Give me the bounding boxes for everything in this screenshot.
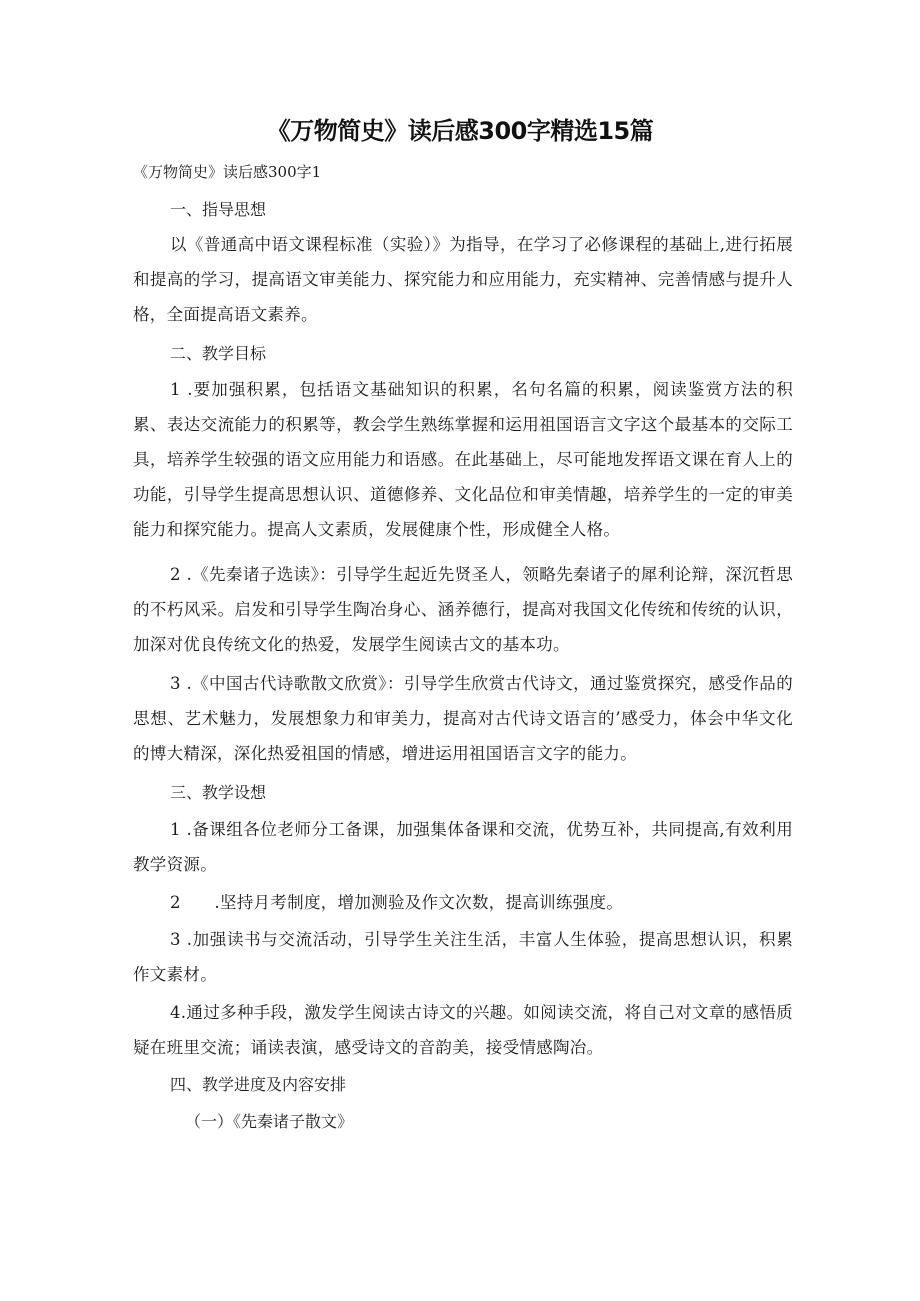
section-heading-teaching-plan: 三、教学设想 (170, 783, 267, 802)
section-heading-schedule: 四、教学进度及内容安排 (170, 1075, 347, 1094)
paragraph-plan-3: 3 .加强读书与交流活动，引导学生关注生活，丰富人生体验，提高思想认识，积累作文素材。 (133, 930, 793, 984)
paragraph-plan-4: 4.通过多种手段，激发学生阅读古诗文的兴趣。如阅读交流，将自己对文章的感悟质疑在班里交流；诵读表演，感受诗文的音韵美，接受情感陶冶。 (133, 1003, 793, 1057)
paragraph-guiding-ideology: 以《普通高中语文课程标准（实验）》为指导，在学习了必修课程的基础上,进行拓展和提高的学习，提高语文审美能力、探究能力和应用能力，充实精神、完善情感与提升人格，全面提高语文素养。 (133, 235, 793, 324)
section-heading-teaching-goals: 二、教学目标 (170, 344, 267, 363)
document-title: 《万物简史》读后感300字精选15篇 (266, 117, 654, 145)
section-heading-guiding-ideology: 一、指导思想 (170, 200, 267, 219)
paragraph-goal-1: 1 .要加强积累，包括语文基础知识的积累，名句名篇的积累，阅读鉴赏方法的积累、表达交流能力的积累等，教会学生熟练掌握和运用祖国语言文字这个最基本的交际工具，培养学生较强的语文应用能力和语感。在此基础上，尽可能地发挥语文课在育人上的功能，引导学生提高思想认识、道德修养、文化品位和审美情趣，培养学生的一定的审美能力和探究能力。提高人文素质，发展健康个性，形成健全人格。 (133, 380, 793, 539)
subsection-pre-qin: （一）《先秦诸子散文》 (185, 1112, 354, 1131)
paragraph-plan-1: 1 .备课组各位老师分工备课，加强集体备课和交流，优势互补，共同提高,有效利用教学资源。 (133, 820, 793, 874)
document-subtitle: 《万物简史》读后感300字1 (133, 163, 322, 181)
paragraph-goal-3: 3 .《中国古代诗歌散文欣赏》：引导学生欣赏古代诗文，通过鉴赏探究，感受作品的思想、艺术魅力，发展想象力和审美力，提高对古代诗文语言的’感受力，体会中华文化的博大精深，深化热爱祖国的情感，增进运用祖国语言文字的能力。 (133, 674, 793, 763)
paragraph-goal-2: 2 .《先秦诸子选读》：引导学生起近先贤圣人，领略先秦诸子的犀利论辩，深沉哲思的不朽风采。启发和引导学生陶冶身心、涵养德行，提高对我国文化传统和传统的认识，加深对优良传统文化的热爱，发展学生阅读古文的基本功。 (133, 565, 793, 654)
paragraph-plan-2: 2 .坚持月考制度，增加测验及作文次数，提高训练强度。 (170, 893, 624, 912)
